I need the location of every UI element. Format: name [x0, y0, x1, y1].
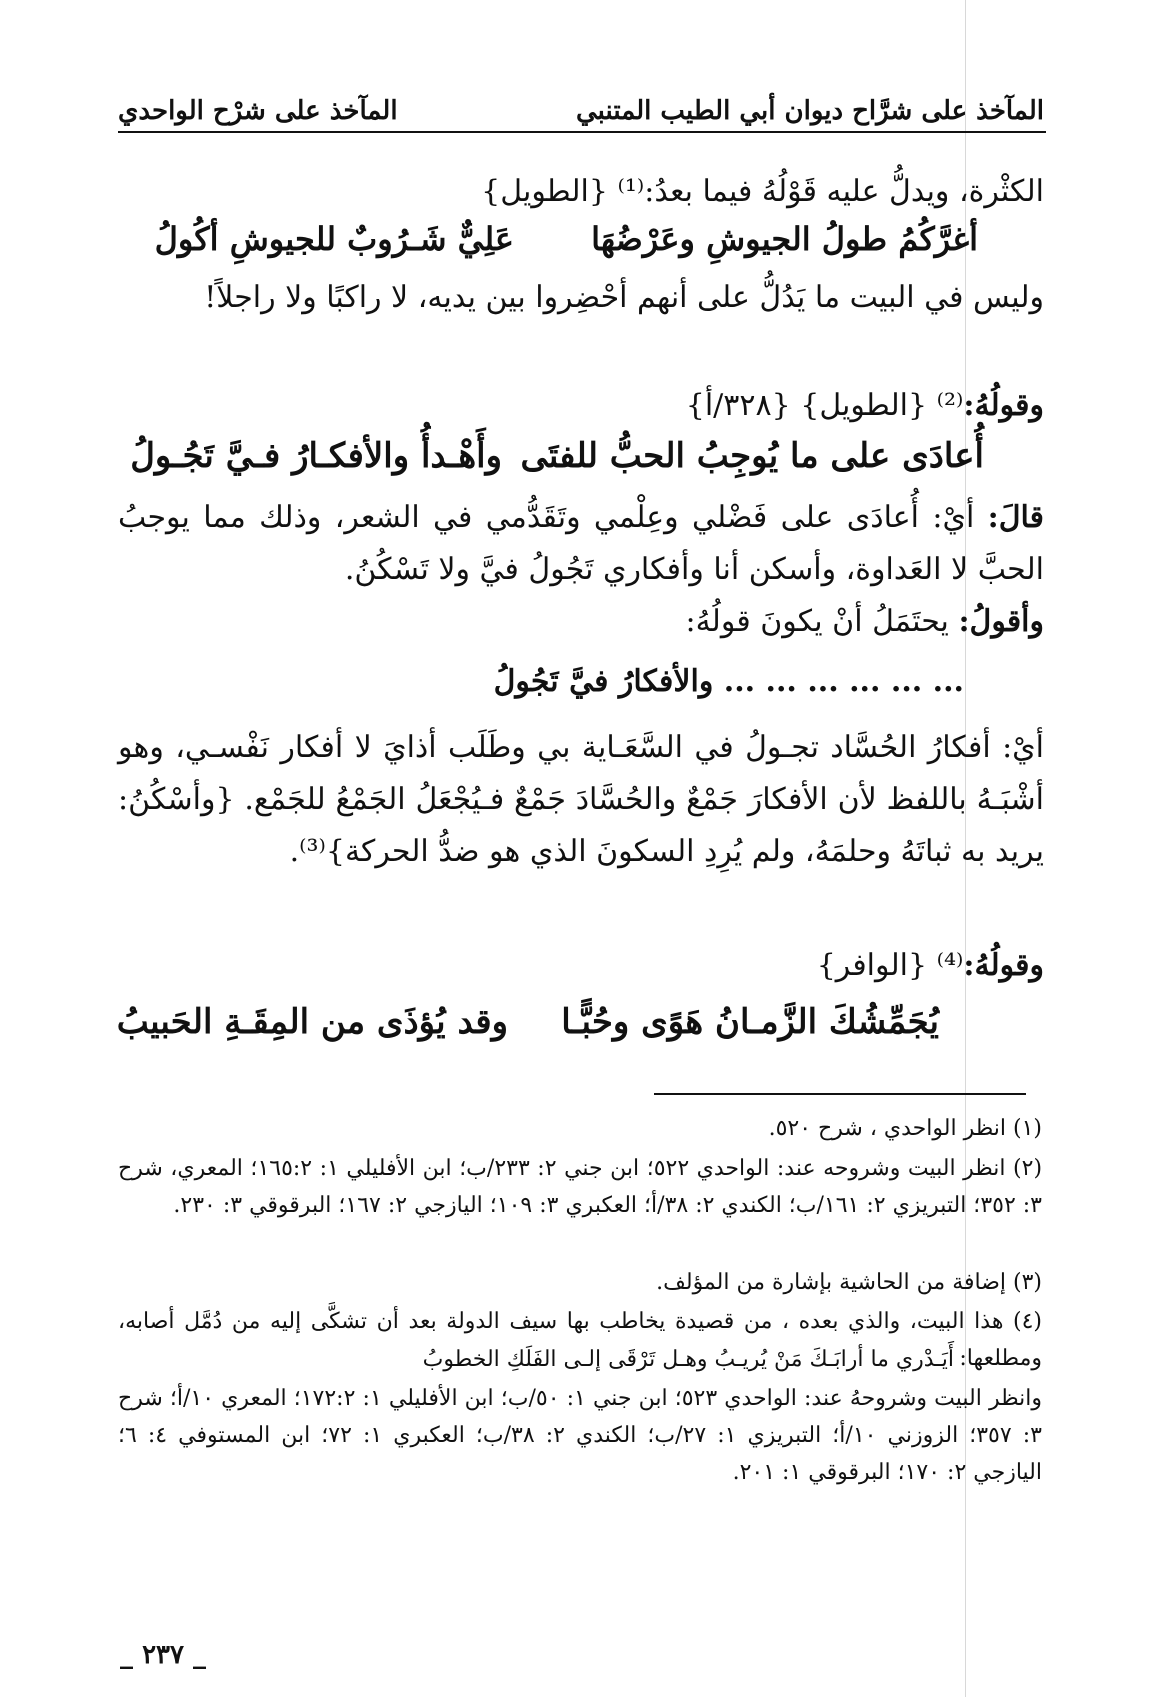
running-header-right: المآخذ على شرَّاح ديوان أبي الطيب المتنبي: [576, 96, 1044, 126]
paragraph-3-meter: ⁽²⁾ {الطويل} {٣٢٨/أ}: [685, 388, 964, 423]
footnote-rule: [654, 1093, 1026, 1095]
paragraph-3: [118, 380, 1044, 432]
verse-3-ellipsis: ... ... ... ... ... ... والأفكارُ فيَّ تَجُولُ: [493, 664, 964, 699]
paragraph-7-lead: وقولُهُ:: [963, 948, 1044, 983]
verse-1-first-hemistich: أغرَّكُمُ طولُ الجيوشِ وعَرْضُهَا: [591, 220, 978, 258]
paragraph-3-lead: وقولُهُ:: [963, 388, 1044, 423]
paragraph-1: الكثْرة، ويدلُّ عليه قَوْلُهُ فيما بعدُ:⁽¹⁾ {الطويل}: [481, 174, 1044, 209]
footnote-4: (٤) هذا البيت، والذي بعده ، من قصيدة يخاطب بها سيف الدولة بعد أن تشكَّى إليه من دُمَّل أصابه، ومطلعها:: [118, 1309, 1042, 1371]
paragraph-6: أيْ: أفكارُ الحُسَّاد تجـولُ في السَّعَـاية بي وطَلَب أذايَ لا أفكار نَفْسـي، وهو أشْبَـهُ باللفظ لأن الأفكارَ جَمْعٌ والحُسَّادَ جَمْعٌ فـيُجْعَلُ الجَمْعُ للجَمْع. {وأسْكُنُ: يريد به ثباتَهُ وحلمَهُ، ولم يُرِدِ السكونَ الذي هو ضدُّ الحركة}⁽³⁾.: [118, 730, 1044, 869]
paragraph-5: [118, 596, 1044, 648]
paragraph-4-text: أيْ: أُعادَى على فَضْلي وعِلْمي وتَقَدُّمي في الشعر، وذلك مما يوجبُ الحبَّ لا العَداوة، وأسكن أنا وأفكاري تَجُولُ فيَّ ولا تَسْكُنُ.: [118, 500, 1044, 587]
running-header-left: المآخذ على شرْح الواحدي: [118, 96, 398, 126]
footnote-4-continued: وانظر البيت وشروحهُ عند: الواحدي ٥٢٣؛ ابن جني ١: ٥٠/ب؛ ابن الأفليلي ١: ١٧٢:٢؛ المعري ١٠/أ؛ شرح ٣: ٣٥٧؛ الزوزني ١٠/أ؛ التبريزي ١: ٢٧/ب؛ الكندي ٢: ٣٨/ب؛ العكبري ١: ٧٢؛ ابن المستوفي ٤: ٦؛ اليازجي ٢: ١٧٠؛ البرقوقي ١: ٢٠١.: [118, 1386, 1042, 1485]
paragraph-5-lead: وأقولُ:: [958, 604, 1044, 639]
paragraph-4-lead: قالَ:: [987, 500, 1044, 535]
verse-1-second-hemistich: عَلِيٌّ شَـرُوبٌ للجيوشِ أكُولُ: [154, 220, 514, 258]
paragraph-5-text: يحتَمَلُ أنْ يكونَ قولُهُ:: [685, 604, 959, 639]
paragraph-7-meter: ⁽⁴⁾ {الوافر}: [816, 948, 964, 983]
verse-4-first-hemistich: يُجَمِّشُكَ الزَّمـانُ هَوًى وحُبًّـا: [561, 1002, 939, 1042]
header-rule: [118, 131, 1046, 133]
paragraph-2: وليس في البيت ما يَدُلُّ على أنهم أحْضِروا بين يديه، لا راكبًا ولا راجلاً!: [204, 280, 1044, 315]
page-number: _ ٢٣٧ _: [120, 1640, 207, 1670]
footnote-4-verse: أَيَـدْري ما أرابَـكَ مَنْ يُريـبُ وهـل تَرْقَى إلـى الفَلَكِ الخطوبُ: [422, 1347, 954, 1372]
verse-2-first-hemistich: أُعادَى على ما يُوجِبُ الحبُّ للفتَى: [520, 436, 984, 476]
footnote-1: (١) انظر الواحدي ، شرح ٥٢٠.: [768, 1116, 1042, 1141]
paragraph-4: [118, 492, 1044, 596]
footnote-2: (٢) انظر البيت وشروحه عند: الواحدي ٥٢٢؛ ابن جني ٢: ٢٣٣/ب؛ ابن الأفليلي ١: ١٦٥:٢؛ المعري، شرح ٣: ٣٥٢؛ التبريزي ٢: ١٦١/ب؛ الكندي ٢: ٣٨/أ؛ العكبري ٣: ١٠٩؛ اليازجي ٢: ١٦٧؛ البرقوقي ٣: ٢٣٠.: [118, 1156, 1043, 1218]
paragraph-7: [118, 940, 1044, 992]
footnote-3: (٣) إضافة من الحاشية بإشارة من المؤلف.: [656, 1270, 1042, 1295]
verse-2-second-hemistich: وأَهْـدأُ والأفكـارُ فـيَّ تَجُـولُ: [130, 436, 502, 476]
verse-4-second-hemistich: وقد يُؤذَى من المِقَـةِ الحَبيبُ: [116, 1002, 508, 1042]
